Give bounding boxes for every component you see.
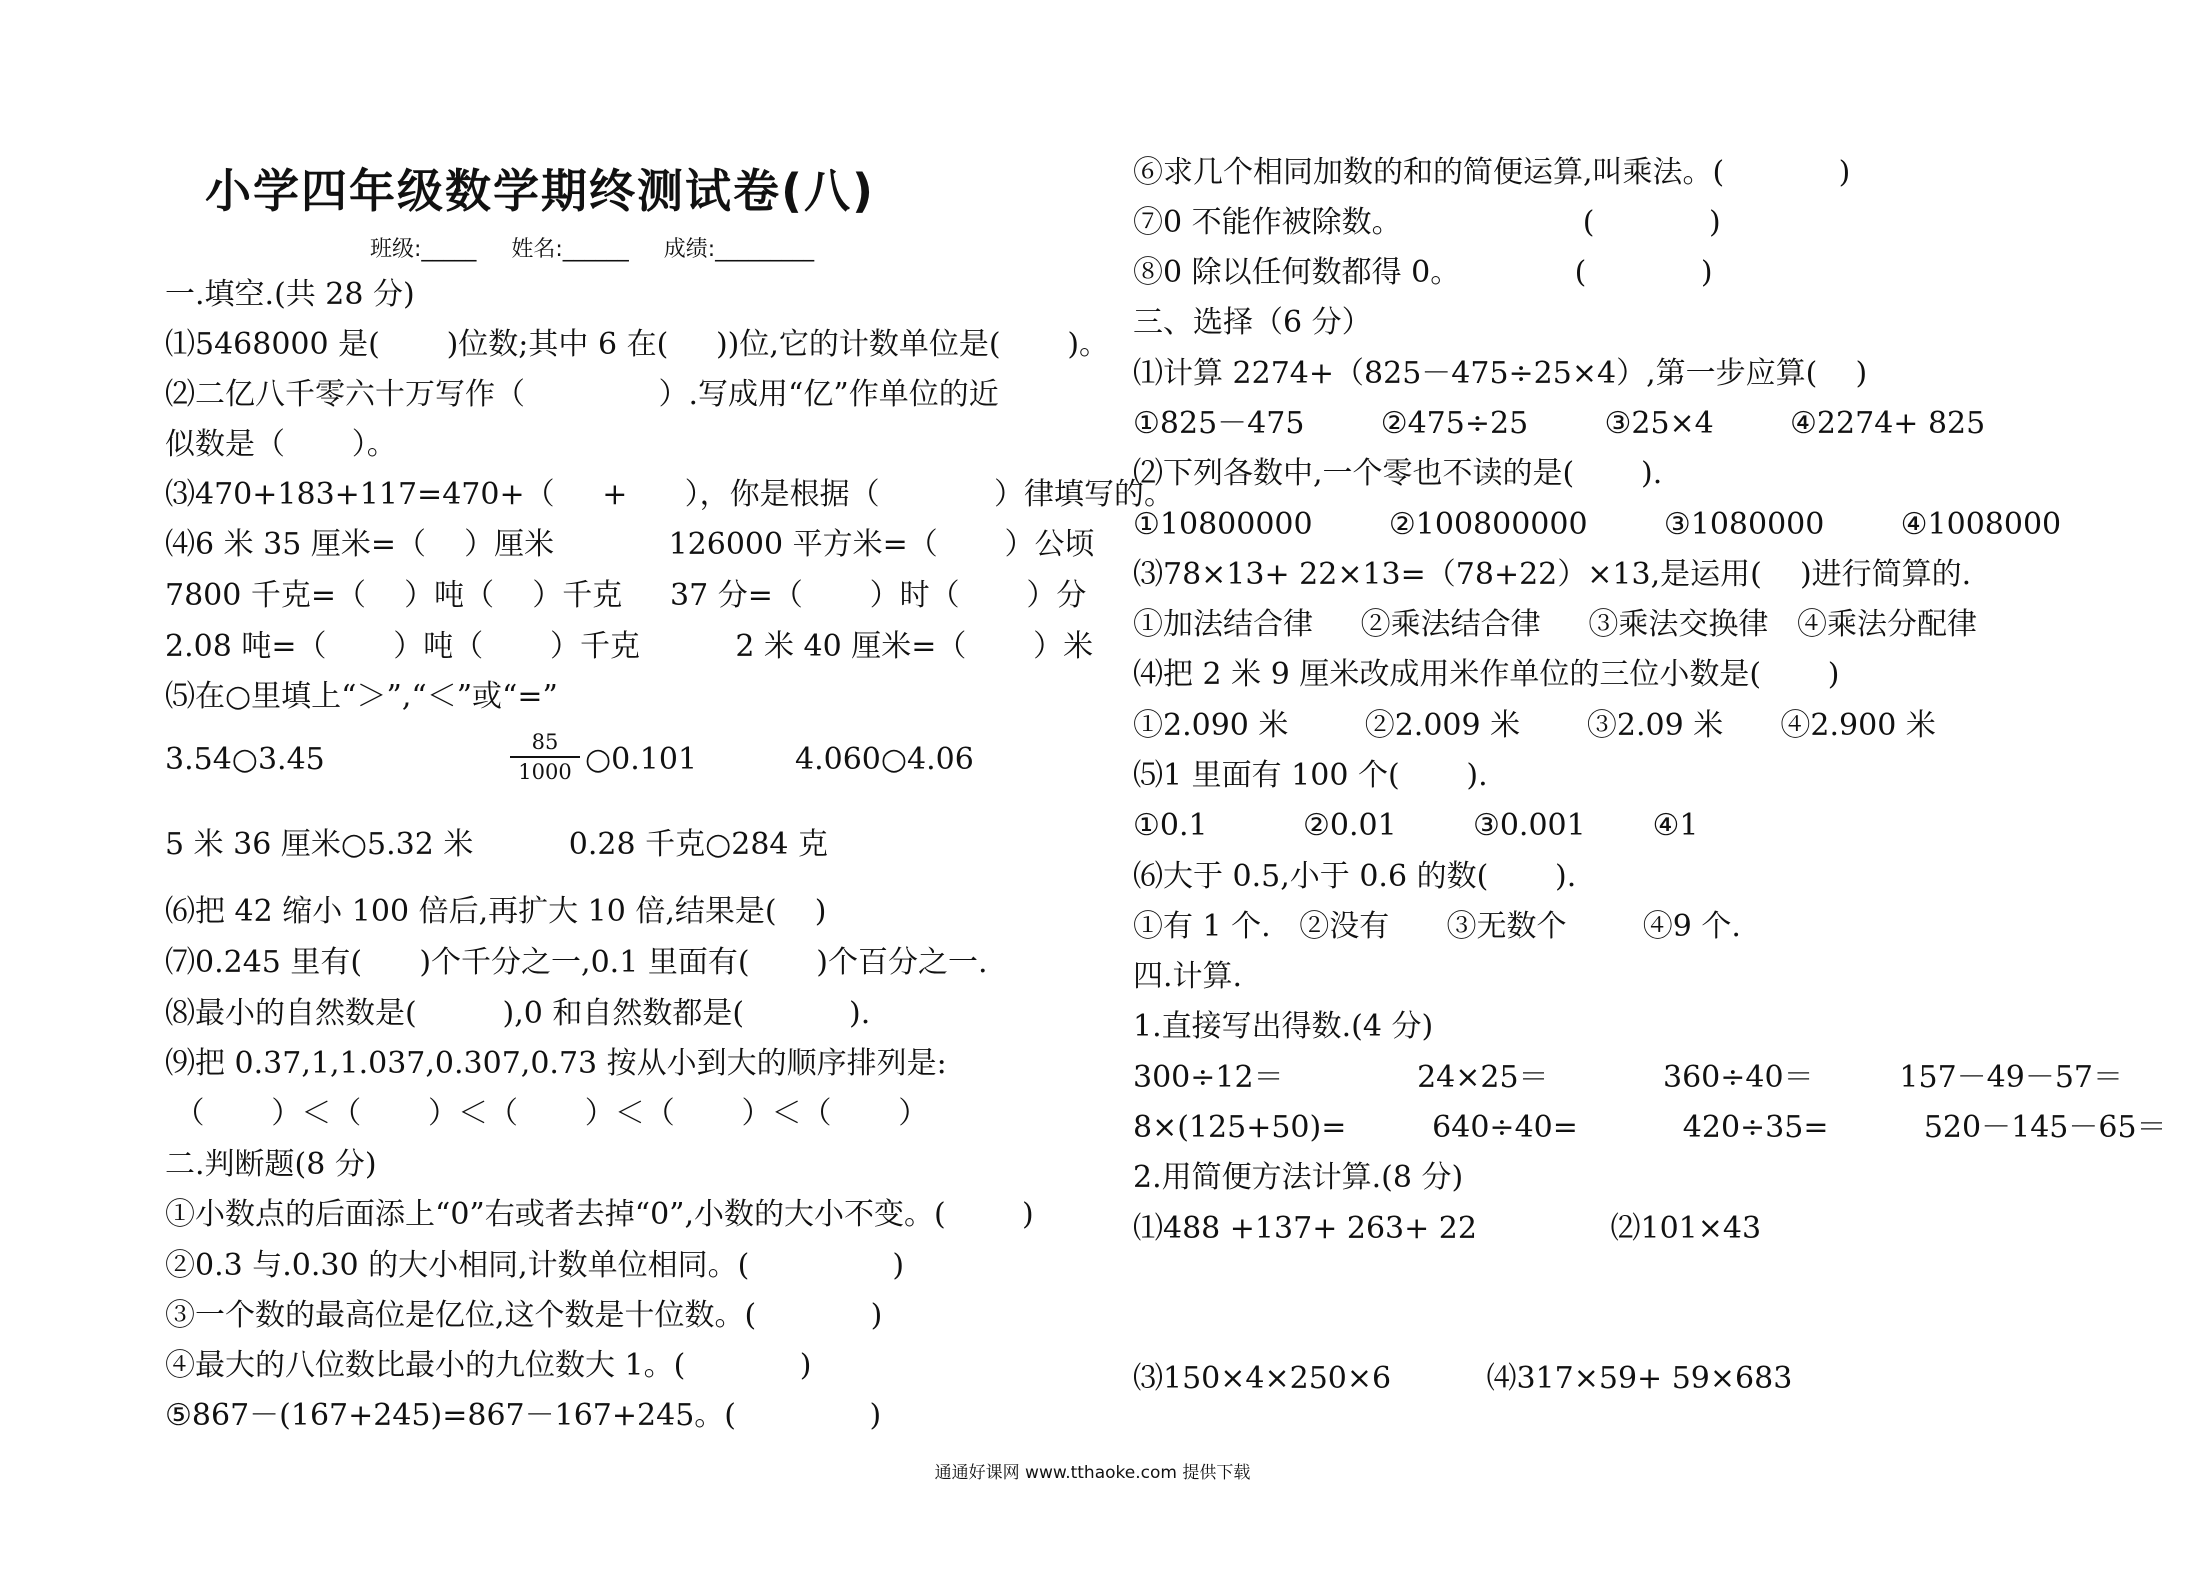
question-line: ⑻最小的自然数是( ),0 和自然数都是( ).	[165, 996, 871, 1031]
question-line: ⑶470+183+117=470+（ + ），你是根据（ ）律填写的。	[165, 477, 1175, 512]
question-line: ①825－475 ②475÷25 ③25×4 ④2274+ 825	[1133, 406, 1986, 441]
question-line: ①10800000 ②100800000 ③1080000 ④1008000	[1133, 507, 2062, 542]
question-line: 1.直接写出得数.(4 分)	[1133, 1009, 1434, 1044]
question-line: ⑸1 里面有 100 个( ).	[1133, 758, 1488, 793]
question-line: 2.用简便方法计算.(8 分)	[1133, 1160, 1464, 1195]
question-line: ⑹把 42 缩小 100 倍后,再扩大 10 倍,结果是( )	[165, 894, 827, 929]
exam-title: 小学四年级数学期终测试卷(八)	[204, 164, 876, 218]
student-info-line: 班级:_____ 姓名:______ 成绩:_________	[370, 237, 815, 262]
question-line: ①加法结合律 ②乘法结合律 ③乘法交换律 ④乘法分配律	[1133, 607, 1977, 642]
question-line: ⑦0 不能作被除数。 ( )	[1133, 205, 1721, 240]
question-line: ⑷把 2 米 9 厘米改成用米作单位的三位小数是( )	[1133, 657, 1840, 692]
fraction-denominator: 1000	[518, 760, 572, 784]
question-line: 5 米 36 厘米○5.32 米 0.28 千克○284 克	[165, 827, 829, 862]
question-line: ⑴计算 2274+（825－475÷25×4）,第一步应算( )	[1133, 356, 1868, 391]
question-line: ⑴488 +137+ 263+ 22 ⑵101×43	[1133, 1211, 1762, 1246]
question-line: ⑺0.245 里有( )个千分之一,0.1 里面有( )个百分之一.	[165, 945, 988, 980]
question-line: ⑹大于 0.5,小于 0.6 的数( ).	[1133, 859, 1577, 894]
question-line: ⑴5468000 是( )位数;其中 6 在( ))位,它的计数单位是( )。	[165, 327, 1110, 362]
compare-item: 4.060○4.06	[795, 742, 974, 777]
section-judge-heading: 二.判断题(8 分)	[165, 1147, 377, 1182]
question-line: ①0.1 ②0.01 ③0.001 ④1	[1133, 808, 1699, 843]
question-line: ①2.090 米 ②2.009 米 ③2.09 米 ④2.900 米	[1133, 708, 1936, 743]
question-line: 7800 千克=（ ）吨（ ）千克 37 分=（ ）时（ ）分	[165, 578, 1087, 613]
fraction	[510, 730, 580, 784]
question-line: ②0.3 与.0.30 的大小相同,计数单位相同。( )	[165, 1248, 905, 1283]
section-fill-blank-heading: 一.填空.(共 28 分)	[165, 277, 415, 312]
compare-item: ○0.101	[585, 742, 698, 777]
question-line: ⑤867－(167+245)=867－167+245。( )	[165, 1398, 882, 1433]
fraction-numerator: 85	[510, 730, 580, 758]
question-line: ③一个数的最高位是亿位,这个数是十位数。( )	[165, 1298, 883, 1333]
question-line: 8×(125+50)= 640÷40= 420÷35= 520－145－65＝	[1133, 1110, 2167, 1145]
question-line: ⑥求几个相同加数的和的简便运算,叫乘法。( )	[1133, 155, 1851, 190]
section-choice-heading: 三、选择（6 分）	[1133, 305, 1372, 340]
question-line: ①有 1 个. ②没有 ③无数个 ④9 个.	[1133, 909, 1741, 944]
question-line: ⑷6 米 35 厘米=（ ）厘米 126000 平方米=（ ）公顷	[165, 527, 1095, 562]
question-line: 300÷12＝ 24×25＝ 360÷40＝ 157－49－57＝	[1133, 1060, 2123, 1095]
footer-credit: 通通好课网 www.tthaoke.com 提供下载	[934, 1463, 1251, 1483]
question-line: （ ）＜（ ）＜（ ）＜（ ）＜（ ）	[165, 1096, 929, 1131]
compare-item: 3.54○3.45	[165, 742, 325, 777]
question-line: ①小数点的后面添上“0”右或者去掉“0”,小数的大小不变。( )	[165, 1197, 1034, 1232]
question-line: ⑸在○里填上“＞”,“＜”或“=”	[165, 679, 558, 714]
question-line: ⑶150×4×250×6 ⑷317×59+ 59×683	[1133, 1361, 1793, 1396]
question-line: ⑵二亿八千零六十万写作（ ）.写成用“亿”作单位的近	[165, 377, 999, 412]
question-line: ⑼把 0.37,1,1.037,0.307,0.73 按从小到大的顺序排列是:	[165, 1046, 947, 1081]
question-line: 2.08 吨=（ ）吨（ ）千克 2 米 40 厘米=（ ）米	[165, 629, 1094, 664]
question-line: ⑵下列各数中,一个零也不读的是( ).	[1133, 456, 1663, 491]
section-calc-heading: 四.计算.	[1133, 959, 1243, 994]
question-line: ⑧0 除以任何数都得 0。 ( )	[1133, 255, 1713, 290]
question-line: ⑶78×13+ 22×13=（78+22）×13,是运用( )进行简算的.	[1133, 557, 1972, 592]
question-line: ④最大的八位数比最小的九位数大 1。( )	[165, 1348, 812, 1383]
question-line: 似数是（ ）。	[165, 427, 397, 462]
